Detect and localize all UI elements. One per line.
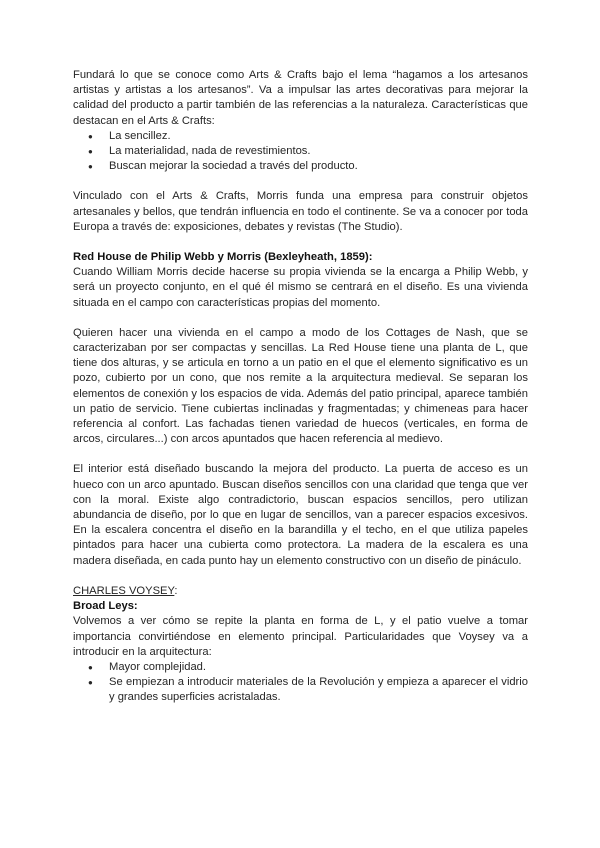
list-item: ● La materialidad, nada de revestimientos. xyxy=(73,144,528,159)
broad-leys-heading: Broad Leys: xyxy=(73,600,138,613)
paragraph-gap xyxy=(73,311,528,326)
broad-leys-paragraph: Volvemos a ver cómo se repite la planta en forma de L, y el patio vuelve a tomar importancia convirtiéndose en elemento principal. Particularidades que Voysey va a introducir en la arquitectura: xyxy=(73,615,528,658)
voysey-heading: CHARLES VOYSEY xyxy=(73,584,175,597)
red-house-paragraph-3: El interior está diseñado buscando la mejora del producto. La puerta de acceso es un hueco con un arco apuntado. Buscan diseños sencillos con una claridad que tenga que ver con la moral. Existe algo contradictorio, buscan espacios sencillos, pero utilizan abundancia de diseño, por lo que en lugar de sencillos, van a parecer espacios excesivos. En la escalera concentra el diseño en la barandilla y el techo, en el que utiliza papeles pintados para hacer una cubierta como protectora. La madera de la escalera es una madera diseñada, en cada punto hay un elemento constructivo con un diseño de pináculo. xyxy=(73,463,528,567)
list-item: ● Mayor complejidad. xyxy=(73,660,528,675)
list-item: ● La sencillez. xyxy=(73,129,528,144)
company-paragraph: Vinculado con el Arts & Crafts, Morris funda una empresa para construir objetos artesanales y bellos, que tendrán influencia en todo el continente. Se va a conocer por toda Europa a través de: exposiciones, debates y revistas (The Studio). xyxy=(73,190,528,233)
red-house-paragraph-1: Cuando William Morris decide hacerse su propia vivienda se la encarga a Philip Webb, y será un proyecto conjunto, en el qué él mismo se centrará en el diseño. Es una vivienda situada en el campo con características propias del momento. xyxy=(73,266,528,309)
red-house-paragraph-2: Quieren hacer una vivienda en el campo a modo de los Cottages de Nash, que se caracterizaban por ser compactas y sencillas. La Red House tiene una planta de L, que tiene dos alturas, y se articula en torno a un patio en el que el elemento significativo es un pozo, cubierto por un cono, que nos remite a la arquitectura medieval. Se separan los elementos de conexión y los espacios de vida. Además del patio principal, aparece también un patio de servicio. Tiene cubiertas inclinadas y fragmentadas; y chimeneas para hacer referencia al confort. Las fachadas tienen variedad de huecos (verticales, en forma de arcos, circulares...) con arcos apuntados que hacen referencia al medievo. xyxy=(73,326,528,446)
red-house-heading: Red House de Philip Webb y Morris (Bexleyheath, 1859): xyxy=(73,251,373,264)
paragraph-gap xyxy=(73,447,528,462)
document-page xyxy=(73,68,528,706)
list-item: ● Buscan mejorar la sociedad a través del producto. xyxy=(73,159,528,174)
voysey-heading-line xyxy=(73,584,528,599)
list-item: ● Se empiezan a introducir materiales de la Revolución y empieza a aparecer el vidrio y grandes superficies acristaladas. xyxy=(73,675,528,705)
voysey-heading-colon: : xyxy=(174,584,178,597)
paragraph-gap xyxy=(73,569,528,584)
intro-paragraph: Fundará lo que se conoce como Arts & Crafts bajo el lema “hagamos a los artesanos artistas y artistas a los artesanos”. Va a impulsar las artes decorativas para mejorar la calidad del producto a partir también de las referencias a la naturaleza. Características que destacan en el Arts & Crafts: xyxy=(73,69,528,127)
arts-crafts-list xyxy=(73,129,528,175)
paragraph-gap xyxy=(73,174,528,189)
paragraph-gap xyxy=(73,235,528,250)
voysey-list xyxy=(73,660,528,706)
